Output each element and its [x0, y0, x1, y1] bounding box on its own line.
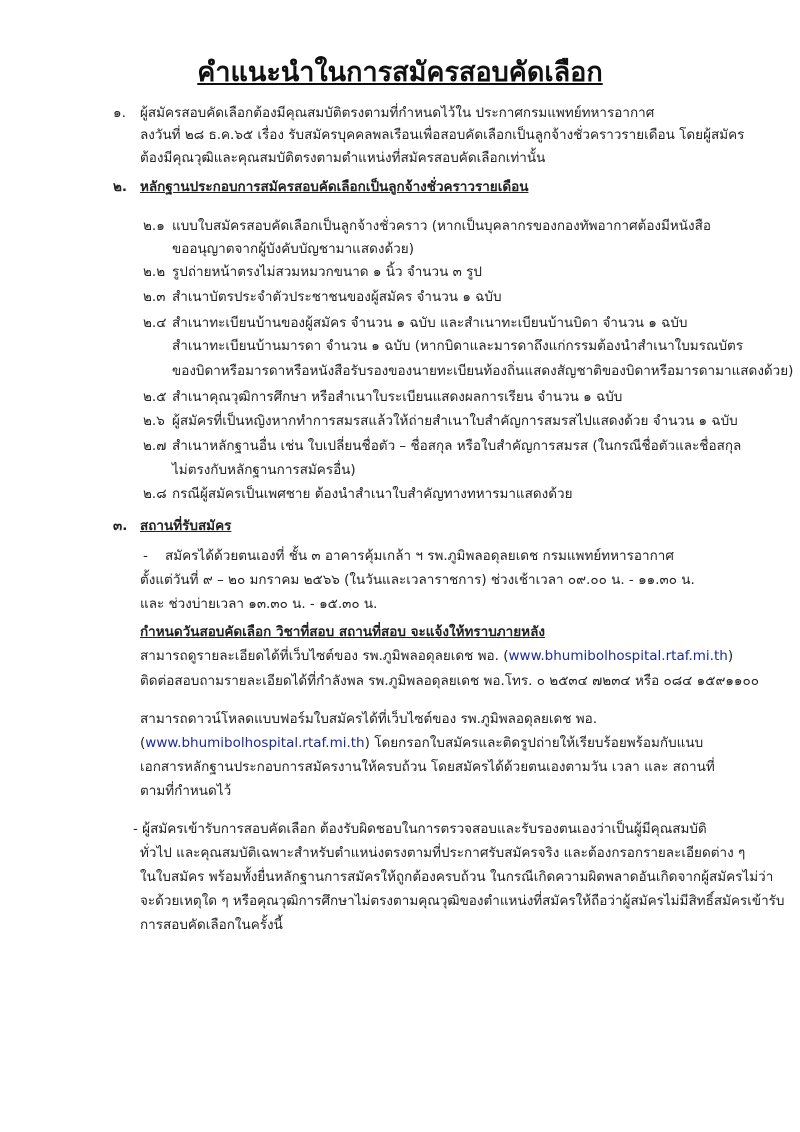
contact-line: ติดต่อสอบถามรายละเอียดได้ที่กำลังพล รพ.ภูมิพลอดุลยเดช พอ.โทร. ๐ ๒๕๓๔ ๗๒๓๔ หรือ ๐๘๔ ๑๕๙๑๑๐๐ — [140, 673, 759, 689]
section-1-line: ต้องมีคุณวุฒิและคุณสมบัติตรงตามตำแหน่งที่สมัครสอบคัดเลือกเท่านั้น — [140, 150, 546, 166]
section-2-heading: หลักฐานประกอบการสมัครสอบคัดเลือกเป็นลูกจ้างชั่วคราวรายเดือน — [140, 179, 529, 195]
item-line: ผู้สมัครที่เป็นหญิงหากทำการสมรสแล้วให้ถ่ายสำเนาใบสำคัญการสมรสไปแสดงด้วย จำนวน ๑ ฉบับ — [172, 413, 738, 429]
details-line — [140, 647, 733, 665]
download-line: เอกสารหลักฐานประกอบการสมัครงานให้ครบถ้วน โดยสมัครได้ด้วยตนเองตามวัน เวลา และ สถานที่ — [140, 759, 715, 775]
details-close: ) — [727, 648, 734, 664]
section-1-number: ๑. — [113, 105, 126, 121]
item-line: ของบิดาหรือมารดาหรือหนังสือรับรองของนายทะเบียนท้องถิ่นแสดงสัญชาติของบิดาหรือมารดามาแสดงด้วย) — [172, 363, 794, 379]
details-text: สามารถดูรายละเอียดได้ที่เว็บไซต์ของ รพ.ภูมิพลอดุลยเดช พอ. ( — [140, 648, 509, 664]
application-afternoon: และ ช่วงบ่ายเวลา ๑๓.๓๐ น. - ๑๕.๓๐ น. — [140, 596, 378, 612]
item-line: สำเนาทะเบียนบ้านของผู้สมัคร จำนวน ๑ ฉบับ และสำเนาทะเบียนบ้านบิดา จำนวน ๑ ฉบับ — [172, 315, 688, 331]
section-1-line: ลงวันที่ ๒๘ ธ.ค.๖๕ เรื่อง รับสมัครบุคคลพลเรือนเพื่อสอบคัดเลือกเป็นลูกจ้างชั่วคราวรายเดือน โดยผู้สมัคร — [140, 127, 745, 143]
item-line: สำเนาทะเบียนบ้านมารดา จำนวน ๑ ฉบับ (หากบิดาและมารดาถึงแก่กรรมต้องนำสำเนาใบมรณบัตร — [172, 338, 744, 354]
item-number: ๒.๓ — [143, 289, 166, 305]
responsibility-line: จะด้วยเหตุใด ๆ หรือคุณวุฒิการศึกษาไม่ตรงตามคุณวุฒิของตำแหน่งที่สมัครให้ถือว่าผู้สมัครไม่มีสิทธิ์สมัครเข้ารับ — [140, 893, 785, 909]
website-link[interactable]: www.bhumibolhospital.rtaf.mi.th — [508, 648, 728, 664]
paren-open: ( — [140, 735, 146, 751]
item-number: ๒.๔ — [143, 315, 167, 331]
item-number: ๒.๘ — [143, 486, 167, 502]
item-line: รูปถ่ายหน้าตรงไม่สวมหมวกขนาด ๑ นิ้ว จำนวน ๓ รูป — [172, 264, 482, 280]
download-line — [140, 734, 703, 752]
responsibility-line: ในใบสมัคร พร้อมทั้งยื่นหลักฐานการสมัครให้ถูกต้องครบถ้วน ในกรณีเกิดความผิดพลาดอันเกิดจากผู้สมัครไม่ว่า — [140, 869, 774, 885]
section-1-line: ผู้สมัครสอบคัดเลือกต้องมีคุณสมบัติตรงตามที่กำหนดไว้ใน ประกาศกรมแพทย์ทหารอากาศ — [140, 105, 655, 121]
section-3-number: ๓. — [113, 518, 128, 534]
download-line: ตามที่กำหนดไว้ — [140, 783, 232, 799]
website-link[interactable]: www.bhumibolhospital.rtaf.mi.th — [145, 735, 365, 751]
page-title: คำแนะนำในการสมัครสอบคัดเลือก — [197, 57, 603, 88]
item-line: สำเนาบัตรประจำตัวประชาชนของผู้สมัคร จำนวน ๑ ฉบับ — [172, 289, 502, 305]
paren-close: ) — [364, 735, 370, 751]
item-number: ๒.๗ — [143, 438, 167, 454]
responsibility-line: ทั่วไป และคุณสมบัติเฉพาะสำหรับตำแหน่งตรงตามที่ประกาศรับสมัครจริง และต้องกรอกรายละเอียดต่าง ๆ — [140, 845, 746, 861]
download-text: โดยกรอกใบสมัครและติดรูปถ่ายให้เรียบร้อยพร้อมกับแนบ — [369, 735, 704, 751]
item-number: ๒.๖ — [143, 413, 165, 429]
item-line: สำเนาคุณวุฒิการศึกษา หรือสำเนาใบระเบียนแสดงผลการเรียน จำนวน ๑ ฉบับ — [172, 389, 623, 405]
item-number: ๒.๑ — [143, 218, 165, 234]
item-line: สำเนาหลักฐานอื่น เช่น ใบเปลี่ยนชื่อตัว – ชื่อสกุล หรือใบสำคัญการสมรส (ในกรณีชื่อตัวและชื่อสกุล — [172, 438, 742, 454]
responsibility-line: การสอบคัดเลือกในครั้งนี้ — [140, 917, 283, 933]
item-line: แบบใบสมัครสอบคัดเลือกเป็นลูกจ้างชั่วคราว (หากเป็นบุคลากรของกองทัพอากาศต้องมีหนังสือ — [172, 218, 711, 234]
application-dates: ตั้งแต่วันที่ ๙ – ๒๐ มกราคม ๒๕๖๖ (ในวันและเวลาราชการ) ช่วงเช้าเวลา ๐๙.๐๐ น. - ๑๑.๓๐ น. — [140, 572, 695, 588]
item-line: ไม่ตรงกับหลักฐานการสมัครอื่น) — [172, 462, 356, 478]
item-number: ๒.๕ — [143, 389, 167, 405]
item-line: ขออนุญาตจากผู้บังคับบัญชามาแสดงด้วย) — [172, 241, 414, 257]
application-place: สมัครได้ด้วยตนเองที่ ชั้น ๓ อาคารคุ้มเกล้า ฯ รพ.ภูมิพลอดุลยเดช กรมแพทย์ทหารอากาศ — [165, 548, 674, 564]
download-line: สามารถดาวน์โหลดแบบฟอร์มใบสมัครได้ที่เว็บไซต์ของ รพ.ภูมิพลอดุลยเดช พอ. — [140, 711, 598, 727]
section-3-heading: สถานที่รับสมัคร — [140, 518, 232, 534]
exam-date-notice: กำหนดวันสอบคัดเลือก วิชาที่สอบ สถานที่สอบ จะแจ้งให้ทราบภายหลัง — [140, 624, 545, 640]
section-2-number: ๒. — [113, 179, 128, 195]
responsibility-line: - ผู้สมัครเข้ารับการสอบคัดเลือก ต้องรับผิดชอบในการตรวจสอบและรับรองตนเองว่าเป็นผู้มีคุณสมบัติ — [133, 821, 707, 837]
item-number: ๒.๒ — [143, 264, 166, 280]
bullet-dash: - — [143, 548, 148, 564]
item-line: กรณีผู้สมัครเป็นเพศชาย ต้องนำสำเนาใบสำคัญทางทหารมาแสดงด้วย — [172, 486, 573, 502]
